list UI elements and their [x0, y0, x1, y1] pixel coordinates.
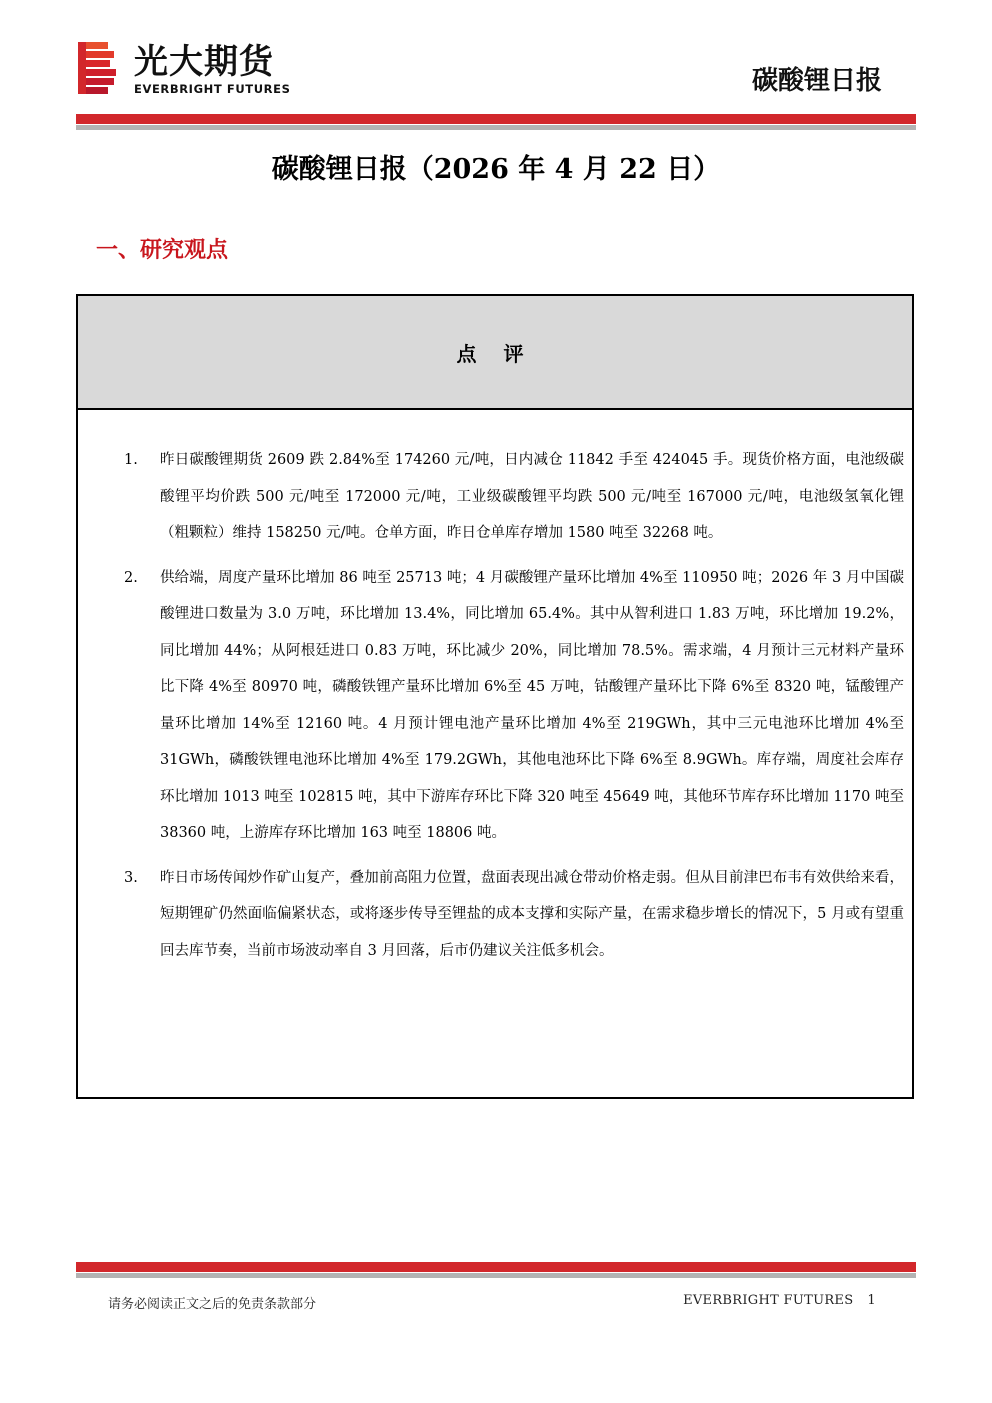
list-item-text: 昨日碳酸锂期货 2609 跌 2.84%至 174260 元/吨，日内减仓 11842 手至 424045 手。现货价格方面，电池级碳酸锂平均价跌 500 元/吨至 172000 元/吨，工业级碳酸锂平均跌 500 元/吨至 167000 元/吨，电池级氢氧化锂（粗颗粒）维持 158250 元/吨。仓单方面，昨日仓单库存增加 1580 吨至 32268 吨。: [160, 452, 904, 541]
list-item-number: 3.: [124, 869, 138, 886]
page-header: [0, 0, 992, 140]
logo-english-name: EVERBRIGHT FUTURES: [134, 82, 291, 96]
footer-right: [683, 1293, 876, 1308]
list-item-number: 1.: [124, 452, 138, 468]
commentary-list: [78, 442, 912, 977]
page-number: 1: [867, 1293, 876, 1308]
list-item: [78, 442, 912, 552]
everbright-logo-icon: [78, 42, 118, 98]
header-red-rule: [76, 114, 916, 124]
footer-gray-rule: [76, 1273, 916, 1278]
list-item: [78, 560, 912, 852]
footer-company: EVERBRIGHT FUTURES: [683, 1293, 854, 1308]
footer-red-rule: [76, 1262, 916, 1272]
list-item-text: 昨日市场传闻炒作矿山复产，叠加前高阻力位置，盘面表现出减仓带动价格走弱。但从目前津巴布韦有效供给来看，短期锂矿仍然面临偏紧状态，或将逐步传导至锂盐的成本支撑和实际产量，在需求稳步增长的情况下，5 月或有望重回去库节奏，当前市场波动率自 3 月回落，后市仍建议关注低多机会。: [160, 869, 904, 959]
header-gray-rule: [76, 125, 916, 130]
section-heading: 一、研究观点: [96, 238, 229, 263]
commentary-box: [76, 294, 914, 1099]
commentary-box-header: 点 评: [78, 296, 912, 410]
document-title: 碳酸锂日报（2026 年 4 月 22 日）: [271, 154, 721, 185]
list-item-text: 供给端，周度产量环比增加 86 吨至 25713 吨；4 月碳酸锂产量环比增加 4%至 110950 吨；2026 年 3 月中国碳酸锂进口数量为 3.0 万吨，环比增加 13.4%，同比增加 65.4%。其中从智利进口 1.83 万吨，环比增加 19.2%，同比增加 44%；从阿根廷进口 0.83 万吨，环比减少 20%，同比增加 78.5%。需求端，4 月预计三元材料产量环比下降 4%至 80970 吨，磷酸铁锂产量环比增加 6%至 45 万吨，钴酸锂产量环比下降 6%至 8320 吨，锰酸锂产量环比增加 14%至 12160 吨。4 月预计锂电池产量环比增加 4%至 219GWh，其中三元电池环比增加 4%至 31GWh，磷酸铁锂电池环比增加 4%至 179.2GWh，其他电池环比下降 6%至 8.9GWh。库存端，周度社会库存环比增加 1013 吨至 102815 吨，其中下游库存环比下降 320 吨至 45649 吨，其他环节库存环比增加 1170 吨至 38360 吨，上游库存环比增加 163 吨至 18806 吨。: [160, 569, 904, 841]
footer-disclaimer: 请务必阅读正文之后的免责条款部分: [108, 1297, 317, 1312]
report-name: 碳酸锂日报: [751, 66, 882, 96]
logo-chinese-name: 光大期货: [134, 42, 274, 82]
list-item-number: 2.: [124, 569, 138, 586]
list-item: [78, 860, 912, 970]
